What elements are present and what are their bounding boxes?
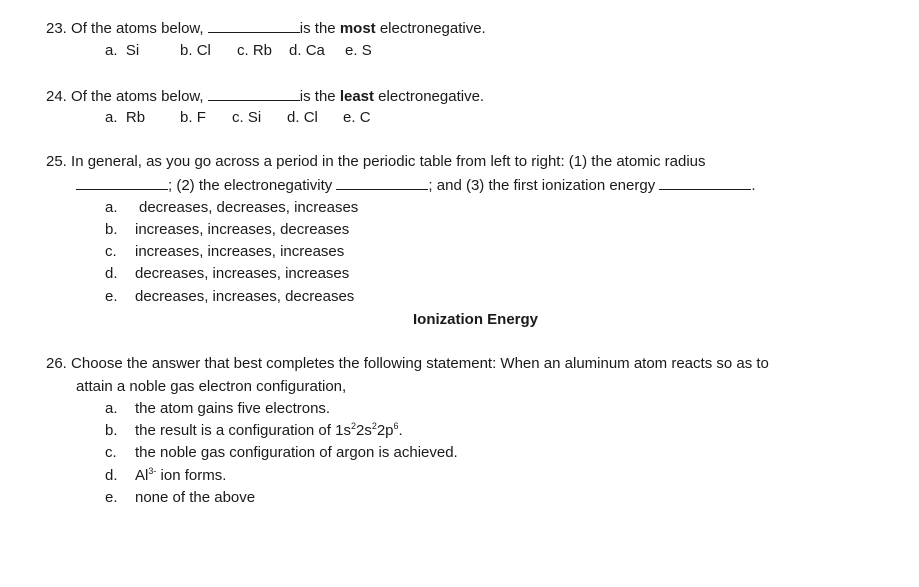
answer-blank: [208, 18, 300, 33]
question-number: 25.: [46, 153, 67, 170]
question-number: 23.: [46, 20, 67, 37]
question-tail: is the: [299, 88, 340, 105]
option-a: a. Rb: [105, 109, 146, 126]
answer-blank: [208, 86, 300, 101]
question-26-stem-line2: [76, 377, 346, 397]
question-23-stem: [46, 18, 486, 38]
option-c: c. Rb: [237, 42, 273, 59]
answer-blank: [76, 175, 168, 190]
question-text: ; (2) the electronegativity: [168, 177, 333, 194]
answer-blank: [336, 175, 428, 190]
question-tail-end: electronegative.: [374, 88, 485, 105]
worksheet-page: 23. Of the atoms below, is the most electronegative. a. Si b. Cl c. Rb d. Ca e. S 24. Of the atoms below, is the least electronegative. a. Rb b. F c. Si d. Cl e. C 25. In general, as you go across a period in the periodic table from left to right: (1) the atomic radius ; (2) the electronegativity ; and (3) the first ionization energy . a. decreases, decreases, increases b. increases, increases, decreases c. increases, increases, increases d. decreases, increases, increases e. decreases, increases, decreases Ionization Energy 26. Choose the answer that best completes the following statement: When an aluminum atom reacts so as to attain a noble gas electron configuration, a. the atom gains five electrons. b. the result is a configuration of $1s^22s^22p^6$. c. the noble gas configuration of argon is achieved. d. $Al^{3-}$ ion forms. e. none of the above: [46, 20, 769, 506]
option-d: d. Cl: [287, 109, 318, 126]
question-25-stem-line2: [76, 175, 756, 195]
question-tail-end: electronegative.: [375, 20, 486, 37]
question-lead: Of the atoms below,: [71, 20, 204, 37]
question-text: .: [751, 177, 756, 194]
question-24-stem: [46, 86, 484, 106]
question-text: attain a noble gas electron configuration,: [76, 378, 347, 395]
question-number: 26.: [46, 355, 67, 372]
option-e: e. C: [343, 109, 371, 126]
option-b: b. F: [180, 109, 206, 126]
question-24-options: [105, 108, 371, 128]
option-e: e. S: [345, 42, 372, 59]
option-a: a. Si: [105, 42, 140, 59]
question-23-options: [105, 41, 372, 61]
emphasis-text: most: [339, 20, 376, 37]
answer-blank: [659, 175, 751, 190]
option-c: c. Si: [232, 109, 262, 126]
question-text: In general, as you go across a period in the periodic table from left to right: (1) the atomic radius: [71, 153, 706, 170]
emphasis-text: least: [339, 88, 375, 105]
question-lead: Of the atoms below,: [71, 88, 204, 105]
question-26-stem-line1: [46, 354, 769, 374]
question-number: 24.: [46, 88, 67, 105]
option-b: b. Cl: [180, 42, 211, 59]
question-text: Choose the answer that best completes the following statement: When an aluminum atom reacts so as to: [71, 355, 769, 372]
question-25-stem-line1: [46, 152, 706, 172]
question-tail: is the: [299, 20, 340, 37]
section-heading: Ionization Energy: [413, 311, 539, 328]
option-d: d. Ca: [289, 42, 325, 59]
question-text: ; and (3) the first ionization energy: [428, 177, 656, 194]
